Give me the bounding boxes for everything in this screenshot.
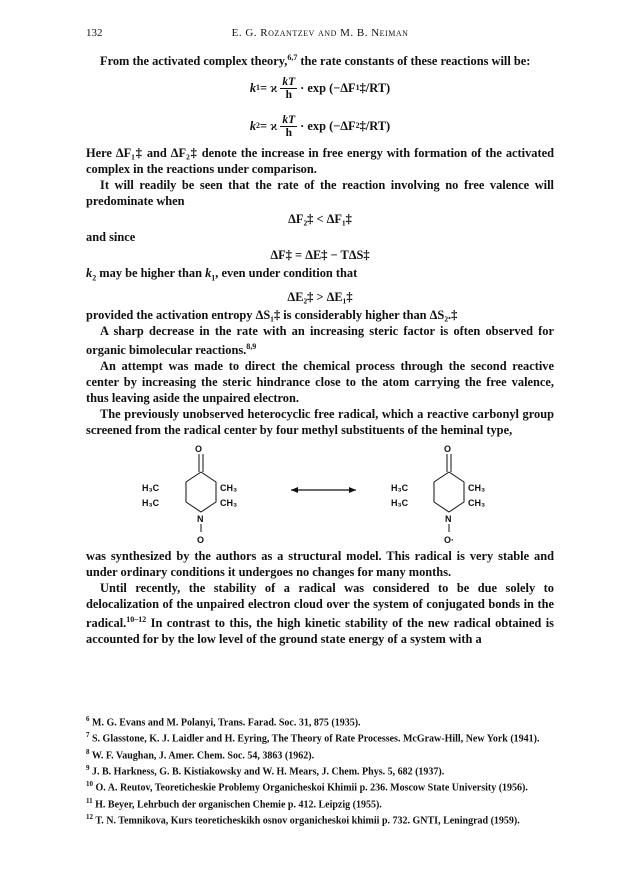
footnotes xyxy=(86,713,560,827)
nitrogen-label: N xyxy=(445,513,452,524)
paragraph-attempt: An attempt was made to direct the chemical process through the second reactive center by increasing the steric hindrance close to the atom carrying the free valence, thus leaving aside the unpaired electron. xyxy=(86,358,554,405)
methyl-label: CH₃ xyxy=(468,497,486,508)
footnote: $^{11}$ H. Beyer, Lehrbuch der organischen Chemie p. 412. Leipzig (1955). xyxy=(86,796,382,810)
methyl-label: H₃C xyxy=(391,482,409,493)
methyl-label: CH₃ xyxy=(468,482,486,493)
page-number: 132 xyxy=(86,27,103,39)
methyl-label: H₃C xyxy=(391,497,409,508)
body-text xyxy=(86,50,554,647)
footnote: $^8$ W. F. Vaughan, J. Amer. Chem. Soc. 54, 3863 (1962). xyxy=(86,747,315,761)
methyl-label: H₃C xyxy=(142,482,160,493)
oxygen-label: O xyxy=(197,534,205,544)
chemical-structures-figure xyxy=(86,444,554,544)
equation-k2: k 2 = ϰ $\frac{kT}{h}$ · exp (−ΔF 2 ‡/RT) xyxy=(249,113,391,139)
oxygen-label: O xyxy=(444,443,452,454)
paragraph-entropy: provided the activation entropy ΔS₁‡ is considerably higher than ΔS₂.‡ xyxy=(86,307,458,322)
methyl-label: CH₃ xyxy=(220,497,238,508)
footnote: $^{10}$ O. A. Reutov, Teoreticheskie Problemy Organicheskoi Khimii p. 236. Moscow State University (1956). xyxy=(86,780,528,794)
left-structure xyxy=(142,444,237,544)
footnote: $^6$ M. G. Evans and M. Polanyi, Trans. Farad. Soc. 31, 875 (1935). xyxy=(86,715,361,729)
right-structure xyxy=(391,444,485,544)
paragraph-steric: A sharp decrease in the rate with an increasing steric factor is often observed for organic bimolecular reactions.$^{8,9}$ xyxy=(86,323,554,357)
paragraph-radical: The previously unobserved heterocyclic free radical, which a reactive carbonyl group screened from the radical center by four methyl substituents of the heminal type, xyxy=(86,406,554,437)
footnote: $^7$ S. Glasstone, K. J. Laidler and H. Eyring, The Theory of Rate Processes. McGraw-Hill, New York (1941). xyxy=(86,731,540,745)
nitrogen-label: N xyxy=(197,513,204,524)
radical-oxygen-label: O· xyxy=(444,534,454,544)
equilibrium-arrow xyxy=(291,487,356,493)
oxygen-label: O xyxy=(195,443,203,454)
footnote: $^9$ J. B. Harkness, G. B. Kistiakowsky and W. H. Mears, J. Chem. Phys. 5, 682 (1937). xyxy=(86,763,445,778)
footnote: $^{12}$ T. N. Temnikova, Kurs teoreticheskikh osnov organicheskoi khimii p. 732. GNTI, Leningrad (1959). xyxy=(86,812,520,827)
paragraph-stability: Until recently, the stability of a radical was considered to be due solely to delocalization of the unpaired electron cloud over the system of conjugated bonds in the radical.$^{10-12}$ In contrast to this, the high kinetic stability of the new radical obtained is accounted for by the low level of the ground state energy of a system with a xyxy=(86,580,554,646)
equation-k1: k 1 = ϰ $\frac{kT}{h}$ · exp (−ΔF 1 ‡/RT) xyxy=(249,75,391,101)
citation: 6,7 xyxy=(287,53,298,62)
methyl-label: H₃C xyxy=(142,497,160,508)
citation: 10–12 xyxy=(126,614,147,624)
equation-inequality-e: ΔE₂‡ > ΔE₁‡ xyxy=(287,289,353,304)
paragraph-here: Here ΔF₁‡ and ΔF₂‡ denote the increase in free energy with formation of the activated complex in the reactions under comparison. xyxy=(86,146,554,177)
paragraph-k2-higher: $k_2$ may be higher than $k_1$, even under condition that xyxy=(86,266,358,283)
methyl-label: CH₃ xyxy=(220,482,238,493)
paragraph-predominate: It will readily be seen that the rate of the reaction involving no free valence will predominate when xyxy=(86,178,554,209)
page-header xyxy=(86,27,554,43)
paragraph-intro: From the activated complex theory,$^{6,7}$ the rate constants of these reactions will be: xyxy=(100,53,531,69)
citation: 8,9 xyxy=(246,341,257,351)
running-head: E. G. Rozantzev and M. B. Neiman xyxy=(231,27,409,39)
equation-inequality-f: ΔF₂‡ < ΔF₁‡ xyxy=(288,212,352,227)
equation-free-energy: ΔF‡ = ΔE‡ − TΔS‡ xyxy=(270,248,370,263)
and-since-text: and since xyxy=(86,230,136,245)
paragraph-synthesized: was synthesized by the authors as a structural model. This radical is very stable and under ordinary conditions it undergoes no changes for many months. xyxy=(86,548,554,579)
structure-svg xyxy=(86,444,554,544)
